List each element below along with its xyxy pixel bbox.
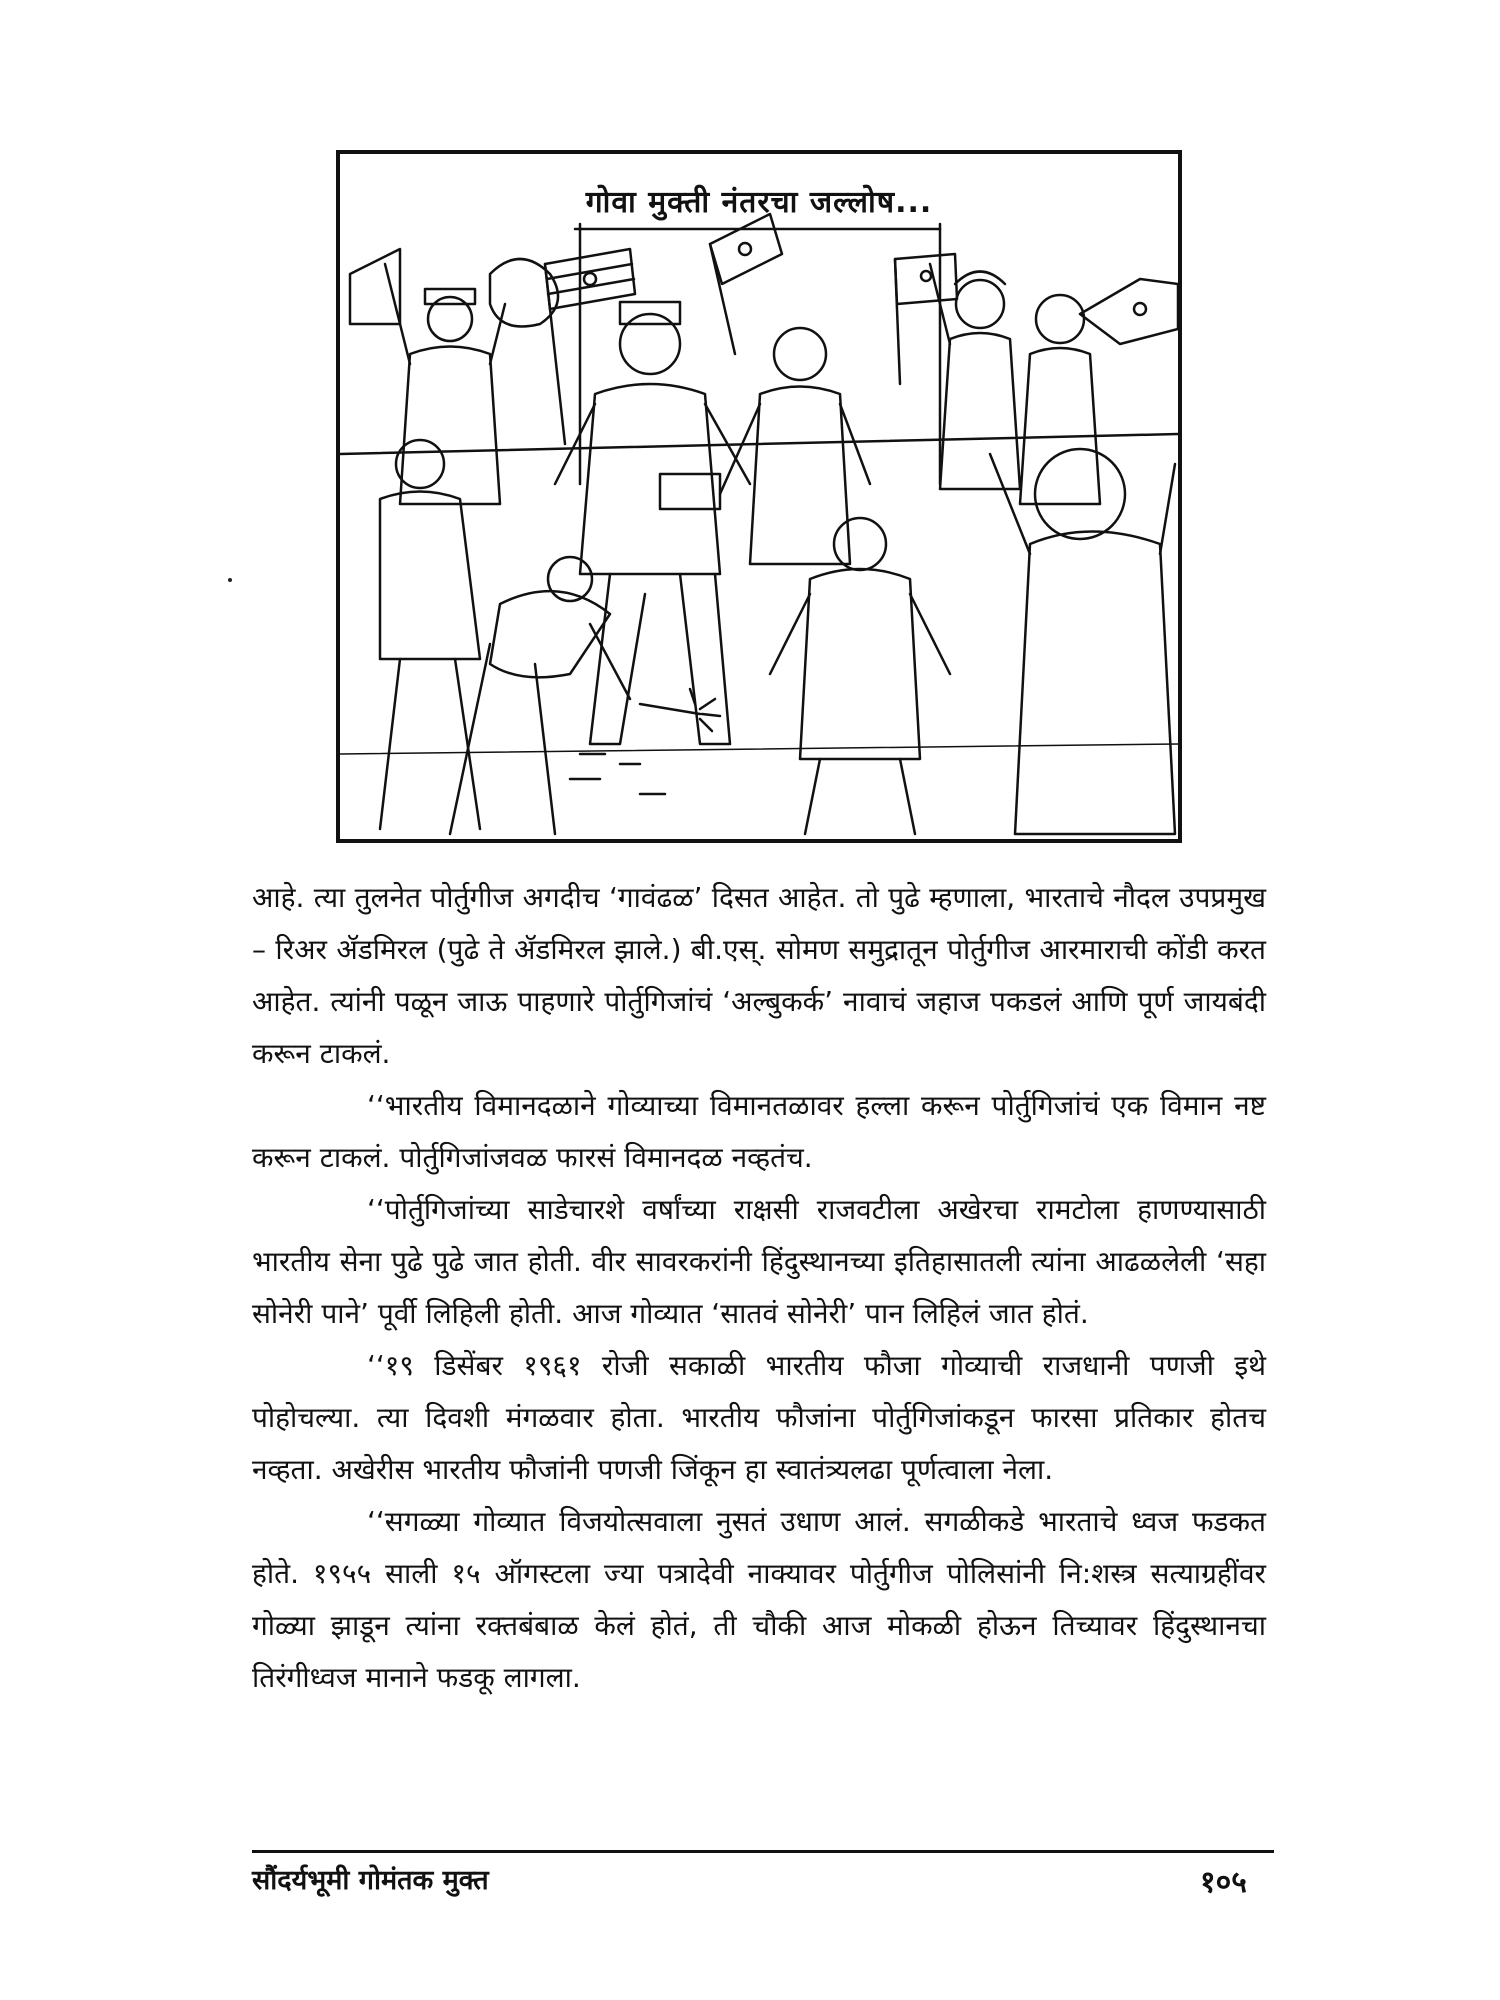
paragraph: ‘‘भारतीय विमानदळाने गोव्याच्या विमानतळावर हल्ला करून पोर्तुगिजांचं एक विमान नष्ट करून टाकलं. पोर्तुगिजांजवळ फारसं विमानदळ नव्हतंच. <box>252 1089 1266 1174</box>
body-text <box>252 872 1266 1704</box>
flag-2 <box>710 214 782 354</box>
firecracker-sparks <box>570 689 720 794</box>
figure-center-leader <box>555 302 750 744</box>
figure-right-group <box>930 264 1100 504</box>
figure-bending-boy <box>450 557 630 834</box>
figure-boy-back <box>770 518 950 834</box>
figure-left-back <box>385 264 505 504</box>
flag-4 <box>1080 279 1178 344</box>
paragraph: ‘‘सगळ्या गोव्यात विजयोत्सवाला नुसतं उधाण आलं. सगळीकडे भारताचे ध्वज फडकत होते. १९५५ साली १५ ऑगस्टला ज्या पत्रादेवी नाक्यावर पोर्तुगीज पोलिसांनी नि:शस्त्र सत्याग्रहींवर गोळ्या झाडून त्यांना रक्तबंबाळ केलं होतं, ती चौकी आज मोकळी होऊन तिच्यावर हिंदुस्थानचा तिरंगीध्वज मानाने फडकू लागला. <box>252 1505 1266 1694</box>
page-number: १०५ <box>1200 1865 1247 1900</box>
hut <box>350 249 400 324</box>
running-footer-title: सौंदर्यभूमी गोमंतक मुक्त <box>252 1865 489 1896</box>
footer-rule <box>252 1850 1274 1853</box>
speck <box>228 578 232 582</box>
figure-right-foreground <box>990 449 1175 834</box>
figure-foreground-left <box>380 440 480 829</box>
horizon <box>340 434 1178 454</box>
paragraph: ‘‘पोर्तुगिजांच्या साडेचारशे वर्षांच्या राक्षसी राजवटीला अखेरचा रामटोला हाणण्यासाठी भारतीय सेना पुढे पुढे जात होती. वीर सावरकरांनी हिंदुस्थानच्या इतिहासातली त्यांना आढळलेली ‘सहा सोनेरी पाने’ पूर्वी लिहिली होती. आज गोव्यात ‘सातवं सोनेरी’ पान लिहिलं जात होतं. <box>252 1193 1266 1330</box>
illustration-banner-text: गोवा मुक्ती नंतरचा जल्लोष... <box>585 185 933 220</box>
celebration-illustration <box>340 154 1178 839</box>
paragraph: आहे. त्या तुलनेत पोर्तुगीज अगदीच ‘गावंढळ’ दिसत आहेत. तो पुढे म्हणाला, भारताचे नौदल उपप्रमुख – रिअर ॲडमिरल (पुढे ते ॲडमिरल झाले.) बी.एस्. सोमण समुद्रातून पोर्तुगीज आरमाराची कोंडी करत आहेत. त्यांनी पळून जाऊ पाहणारे पोर्तुगिजांचं ‘अल्बुकर्क’ नावाचं जहाज पकडलं आणि पूर्ण जायबंदी करून टाकलं. <box>252 881 1266 1070</box>
figure-center-right <box>720 328 870 564</box>
illustration-frame <box>336 150 1182 843</box>
paragraph: ‘‘१९ डिसेंबर १९६१ रोजी सकाळी भारतीय फौजा गोव्याची राजधानी पणजी इथे पोहोचल्या. त्या दिवशी मंगळवार होता. भारतीय फौजांना पोर्तुगिजांकडून फारसा प्रतिकार होतच नव्हता. अखेरीस भारतीय फौजांनी पणजी जिंकून हा स्वातंत्र्यलढा पूर्णत्वाला नेला. <box>252 1349 1266 1486</box>
